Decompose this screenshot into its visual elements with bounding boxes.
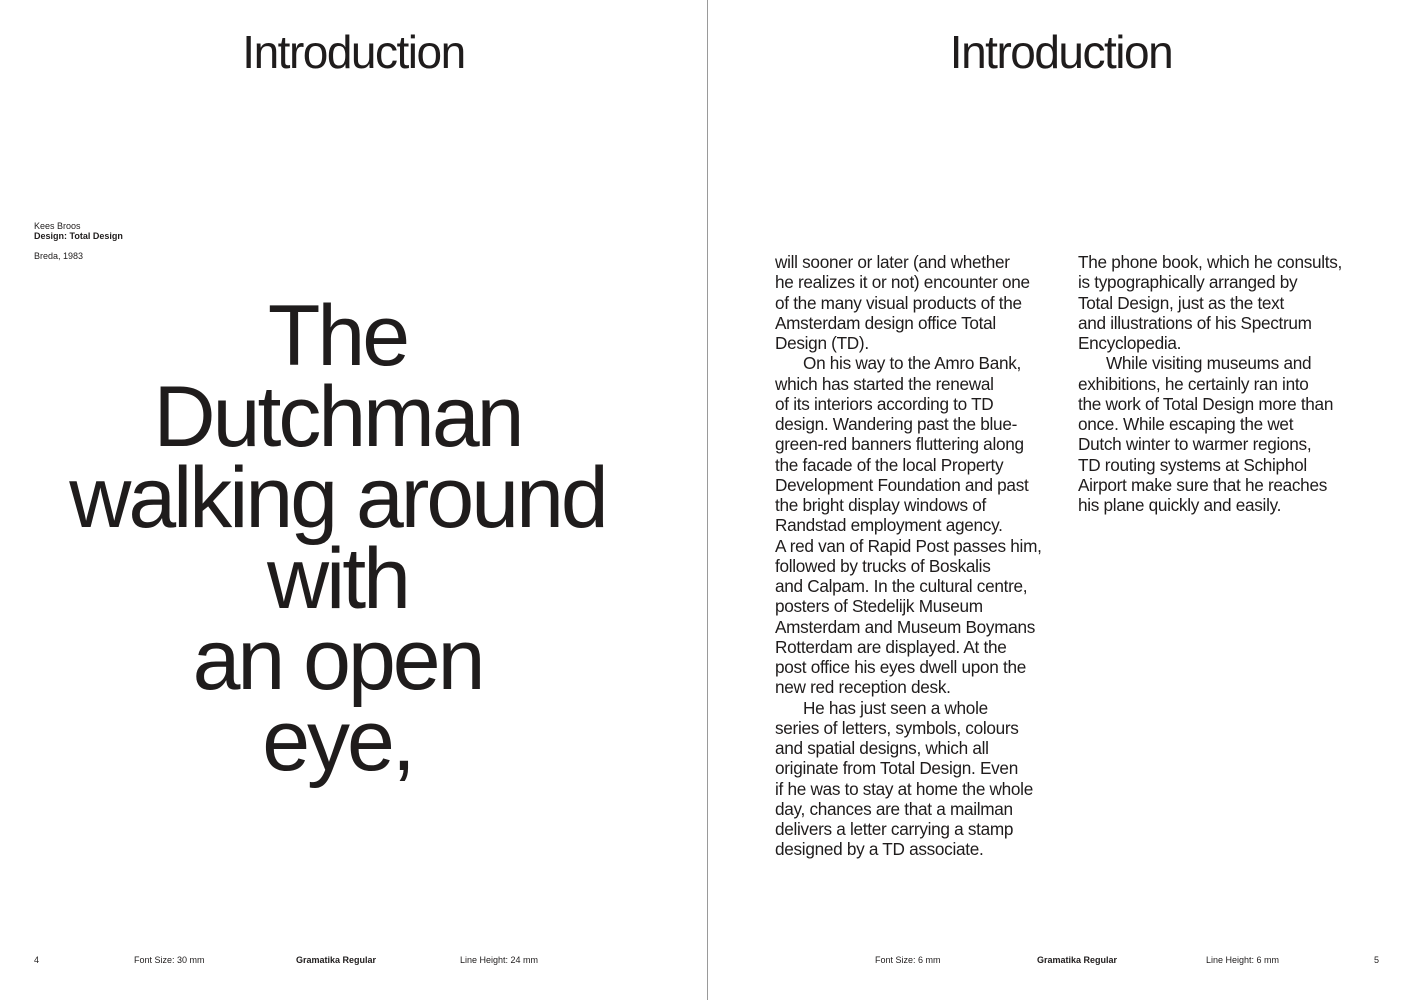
body-line: series of letters, symbols, colours (775, 717, 1019, 738)
body-line: day, chances are that a mailman (775, 798, 1013, 819)
body-line: which has started the renewal (775, 373, 994, 394)
page-number: 4 (34, 955, 40, 965)
body-line: Encyclopedia. (1078, 333, 1182, 353)
body-line: While visiting museums and (1106, 353, 1312, 374)
headline-line: The (267, 288, 408, 384)
headline-line: an open (192, 612, 483, 708)
body-line: Airport make sure that he reaches (1078, 474, 1327, 495)
line-height-spec: Line Height: 24 mm (460, 955, 539, 965)
page-title: Introduction (242, 26, 465, 78)
body-line: and spatial designs, which all (775, 738, 989, 758)
body-line: of the many visual products of the (775, 292, 1022, 313)
body-line: Randstad employment agency. (775, 515, 1003, 536)
body-line: the work of Total Design more than (1078, 393, 1334, 414)
body-line: On his way to the Amro Bank, (803, 353, 1022, 374)
body-line: delivers a letter carrying a stamp (775, 819, 1014, 839)
headline-line: walking around (69, 450, 606, 546)
body-line: originate from Total Design. Even (775, 758, 1018, 779)
body-line: designed by a TD associate. (775, 839, 984, 860)
body-column-2 (1078, 252, 1378, 515)
body-column-1 (775, 252, 1075, 860)
body-line: followed by trucks of Boskalis (775, 555, 991, 576)
page-number: 5 (1374, 955, 1380, 965)
body-line: will sooner or later (and whether (775, 252, 1010, 272)
body-line: He has just seen a whole (803, 697, 988, 718)
author-name: Kees Broos (34, 221, 81, 231)
body-line: post office his eyes dwell upon the (775, 657, 1026, 677)
body-line: his plane quickly and easily. (1078, 495, 1282, 515)
body-line: Dutch winter to warmer regions, (1078, 434, 1312, 455)
body-line: Amsterdam and Museum Boymans (775, 616, 1036, 637)
body-line: Rotterdam are displayed. At the (775, 636, 1007, 657)
body-line: Amsterdam design office Total (775, 312, 996, 333)
headline-line: with (267, 531, 408, 627)
body-line: and Calpam. In the cultural centre, (775, 576, 1028, 596)
body-line: Total Design, just as the text (1078, 292, 1284, 313)
body-line: A red van of Rapid Post passes him, (775, 535, 1042, 556)
body-line: once. While escaping the wet (1078, 414, 1294, 434)
body-line: if he was to stay at home the whole (775, 778, 1033, 799)
body-line: he realizes it or not) encounter one (775, 272, 1030, 293)
body-line: exhibitions, he certainly ran into (1078, 373, 1309, 394)
headline (0, 288, 675, 789)
font-size-spec: Font Size: 30 mm (134, 955, 205, 965)
body-line: Development Foundation and past (775, 474, 1029, 495)
body-line: of its interiors according to TD (775, 393, 994, 414)
body-line: posters of Stedelijk Museum (775, 596, 983, 617)
font-size-spec: Font Size: 6 mm (875, 955, 941, 965)
body-line: TD routing systems at Schiphol (1078, 454, 1307, 475)
page-title: Introduction (949, 26, 1173, 78)
body-line: the bright display windows of (775, 495, 987, 515)
body-line: new red reception desk. (775, 677, 951, 698)
credits-block (34, 221, 123, 261)
body-line: green-red banners fluttering along (775, 434, 1024, 455)
body-line: Design (TD). (775, 333, 869, 353)
body-line: is typographically arranged by (1078, 272, 1298, 293)
typeface-spec: Gramatika Regular (296, 955, 377, 965)
body-line: design. Wandering past the blue- (775, 414, 1018, 434)
place-date: Breda, 1983 (34, 251, 84, 261)
design-credit: Design: Total Design (34, 231, 123, 241)
body-line: and illustrations of his Spectrum (1078, 312, 1312, 333)
typeface-spec: Gramatika Regular (1037, 955, 1118, 965)
line-height-spec: Line Height: 6 mm (1206, 955, 1280, 965)
headline-line: eye, (262, 693, 413, 789)
body-line: The phone book, which he consults, (1078, 252, 1343, 272)
headline-line: Dutchman (153, 369, 522, 465)
right-page (708, 0, 1414, 1000)
body-line: the facade of the local Property (775, 454, 1004, 475)
